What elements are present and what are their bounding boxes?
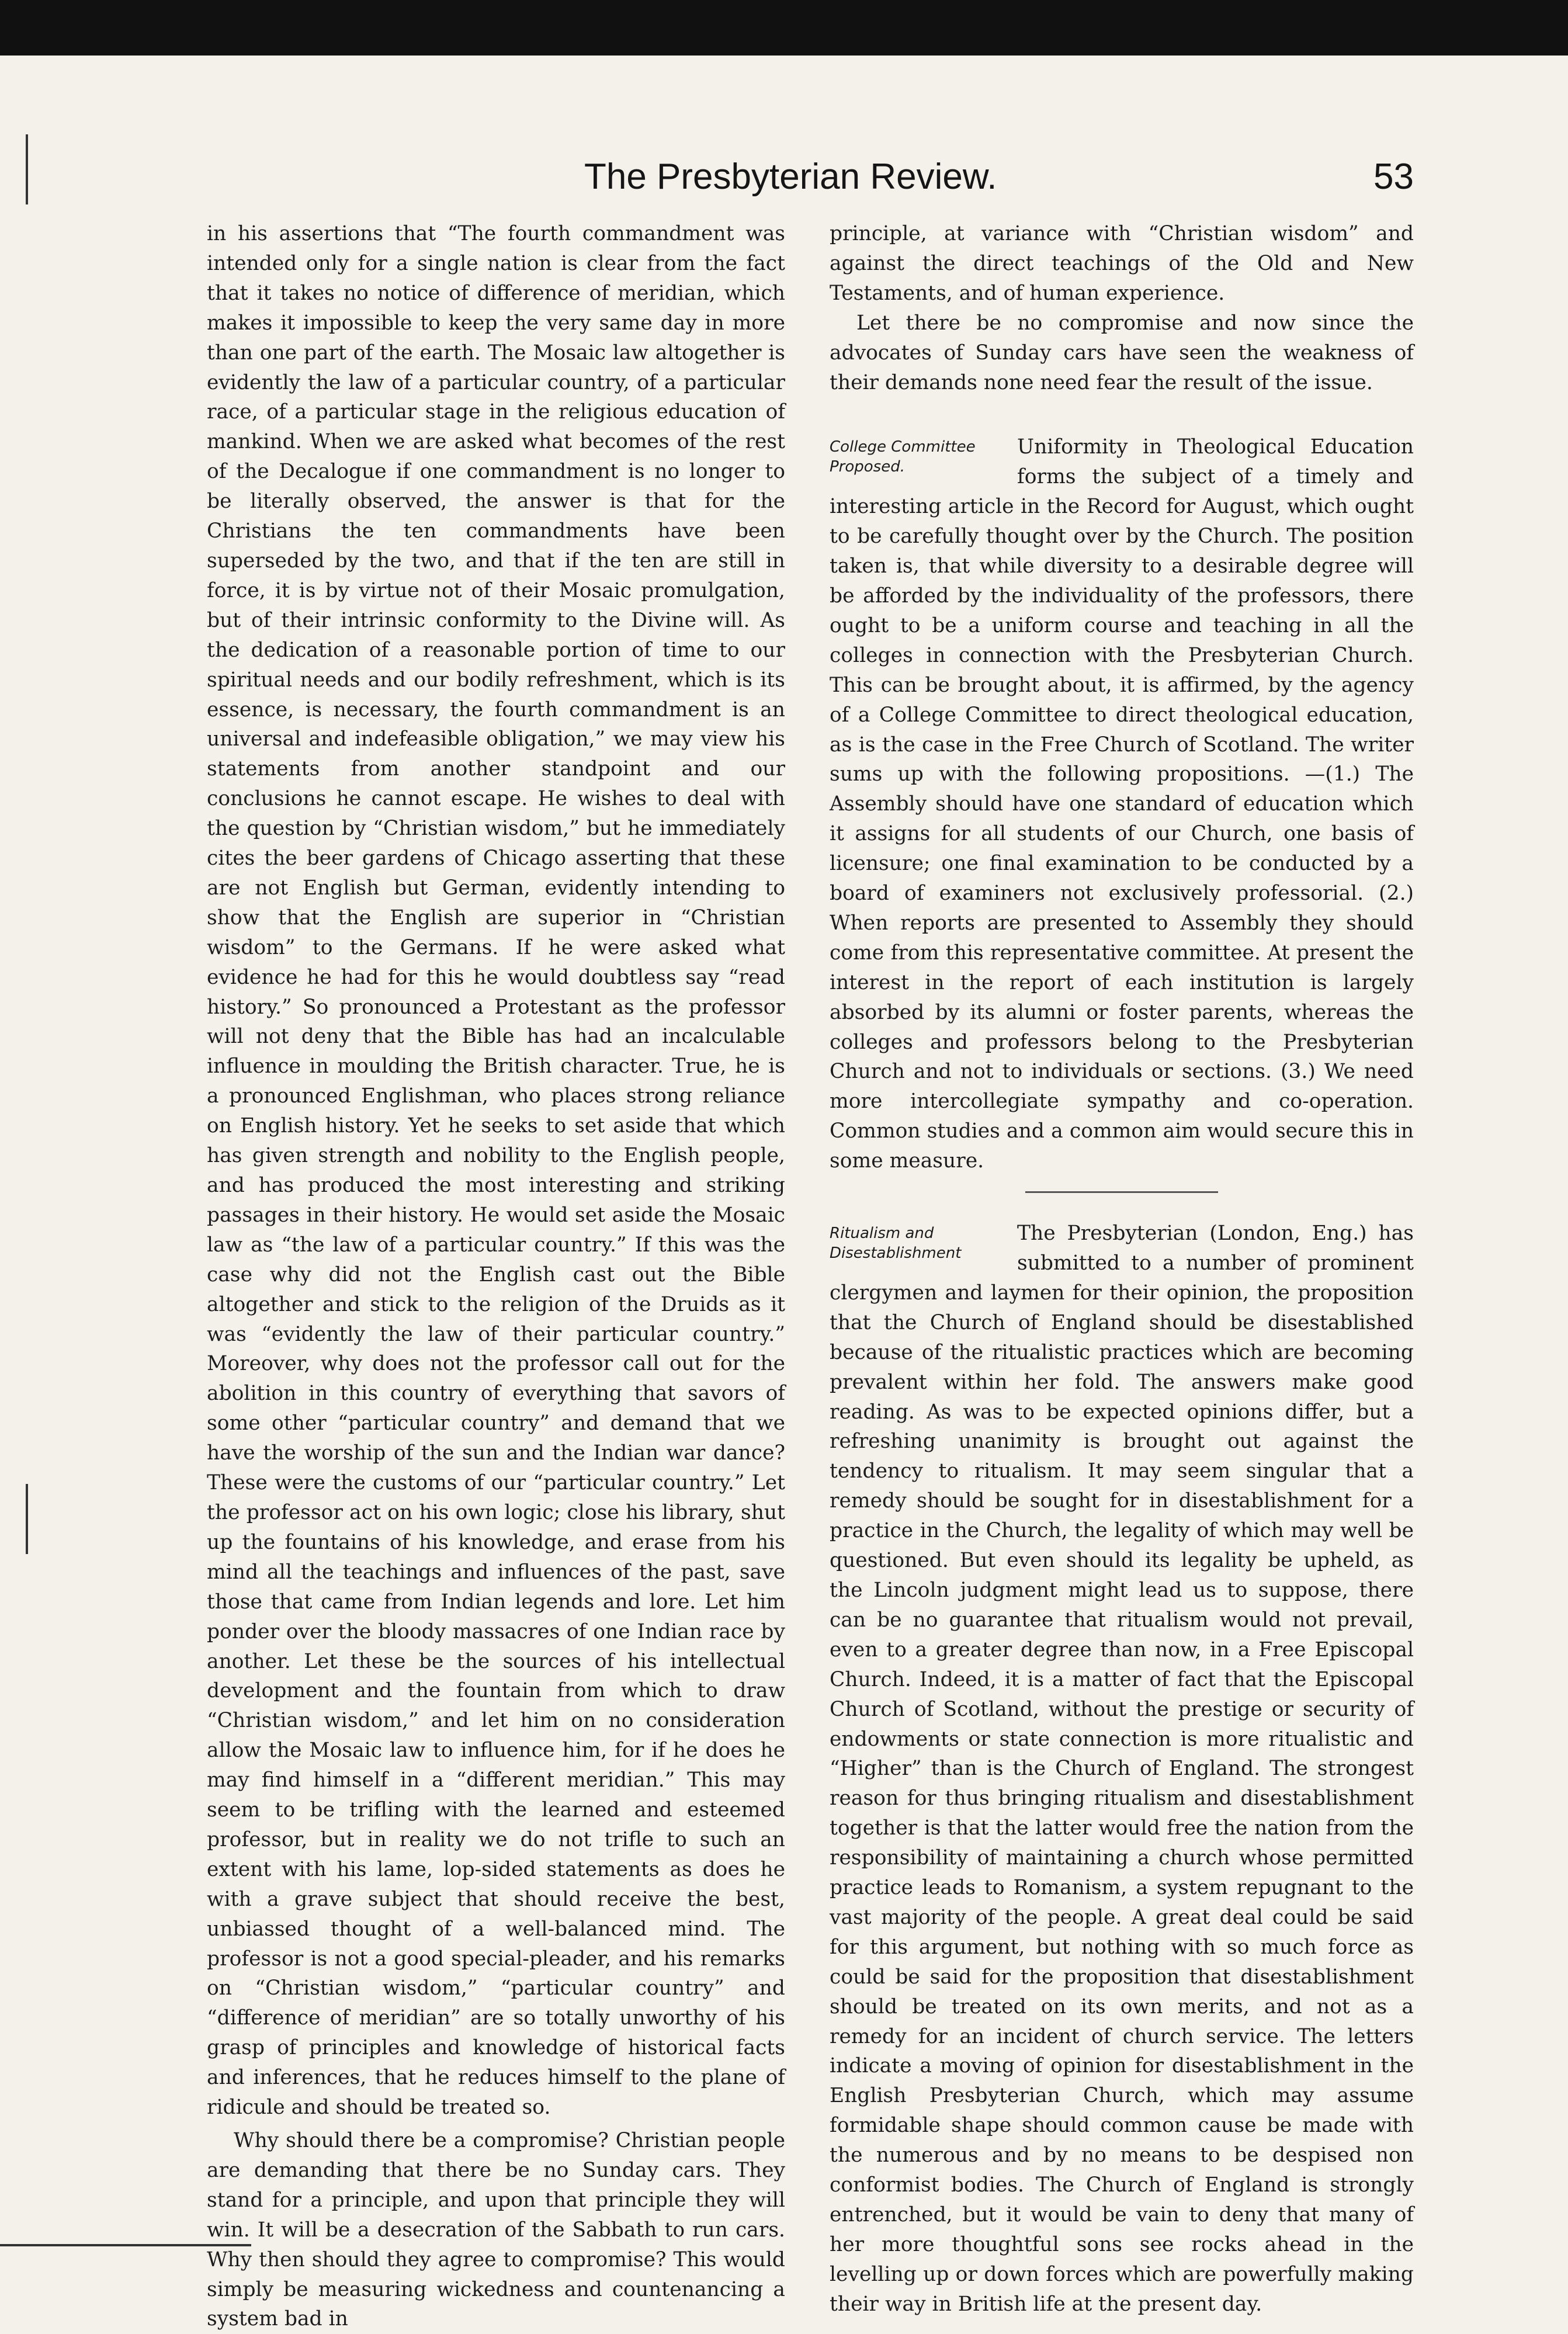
scan-bottom-rule: [0, 2244, 251, 2246]
margin-scan-mark: [26, 134, 28, 204]
body-paragraph: Why should there be a compromise? Christian people are demanding that there be no Sunday cars. They stand for a principle, and upon that principle they will win. It will be a desecration of the Sabbath to run cars. Why then should they agree to compromise? This would simply be measuring wickedness and countenancing a system bad in: [207, 2129, 785, 2331]
article-college-committee: [830, 432, 1414, 1176]
body-paragraph: in his assertions that “The fourth commandment was intended only for a single nation is clear from the fact that it takes no notice of difference of meridian, which makes it impossible to keep the very same day in more than one part of the earth. The Mosaic law altogether is evidently the law of a particular country, of a particular race, of a particular stage in the religious education of mankind. When we are asked what becomes of the rest of the Decalogue if one commandment is no longer to be literally observed, the answer is that for the Christians the ten commandments have been superseded by the two, and that if the ten are still in force, it is by virtue not of their Mosaic promulgation, but of their intrinsic conformity to the Divine will. As the dedication of a reasonable portion of time to our spiritual needs and our bodily refreshment, which is its essence, is necessary, the fourth commandment is an universal and indefeasible obligation,” we may view his statements from another standpoint and our conclusions he cannot escape. He wishes to deal with the question by “Christian wisdom,” but he immediately cites the beer gardens of Chicago asserting that these are not English but German, evidently intending to show that the English are superior in “Christian wisdom” to the Germans. If he were asked what evidence he had for this he would doubtless say “read history.” So pronounced a Protestant as the professor will not deny that the Bible has had an incalculable influence in moulding the British character. True, he is a pronounced Englishman, who places strong reliance on English history. Yet he seeks to set aside that which has given strength and nobility to the English people, and has produced the most interesting and striking passages in their history. He would set aside the Mosaic law as “the law of a particular country.” If this was the case why did not the English cast out the Bible altogether and stick to the religion of the Druids as it was “evidently the law of their particular country.” Moreover, why does not the professor call out for the abolition in this country of everything that savors of some other “particular country” and demand that we have the worship of the sun and the Indian war dance? These were the customs of our “particular country.” Let the professor act on his own logic; close his library, shut up the fountains of his knowledge, and erase from his mind all the teachings and influences of the past, save those that came from Indian legends and lore. Let him ponder over the bloody massacres of one Indian race by another. Let these be the sources of his intellectual development and the fountain from which to draw “Christian wisdom,” and let him on no consideration allow the Mosaic law to influence him, for if he does he may find himself in a “different meridian.” This may seem to be trifling with the learned and esteemed professor, but in reality we do not trifle to such an extent with his lame, lop-sided statements as does he with a grave subject that should receive the best, unbiassed thought of a well-balanced mind. The professor is not a good special-pleader, and his remarks on “Christian wisdom,” “particular country” and “difference of meridian” are so totally unworthy of his grasp of principles and knowledge of historical facts and inferences, that he reduces himself to the plane of ridicule and should be treated so.: [207, 222, 785, 2120]
article-text: The Presbyterian (London, Eng.) has submitted to a number of prominent clergymen and laymen for their opinion, the proposition that the Church of England should be disestablished because of the ritualistic practices which are becoming prevalent within her fold. The answers make good reading. As was to be expected opinions differ, but a refreshing unanimity is brought out against the tendency to ritualism. It may seem singular that a remedy should be sought for in disestablishment for a practice in the Church, the legality of which may well be questioned. But even should its legality be upheld, as the Lincoln judgment might lead us to suppose, there can be no guarantee that ritualism would not prevail, even to a greater degree than now, in a Free Episcopal Church. Indeed, it is a matter of fact that the Episcopal Church of Scotland, without the prestige or security of endowments or state connection is more ritualistic and “Higher” than is the Church of England. The strongest reason for thus bringing ritualism and disestablishment together is that the latter would free the nation from the responsibility of maintaining a church whose permitted practice leads to Romanism, a system repugnant to the vast majority of the people. A great deal could be said for this argument, but nothing with so much force as could be said for the proposition that disestablishment should be treated on its own merits, and not as a remedy for an incident of church service. The letters indicate a moving of opinion for disestablishment in the English Presbyterian Church, which may assume formidable shape should common cause be made with the numerous and by no means to be despised non conformist bodies. The Church of England is strongly entrenched, but it would be vain to deny that many of her more thoughtful sons see rocks ahead in the levelling up or down forces which are powerfully making their way in British life at the present day.: [830, 1222, 1414, 2316]
body-paragraph: principle, at variance with “Christian wisdom” and against the direct teachings of the Old and New Testaments, and of human experience.: [830, 222, 1414, 305]
article-text: Uniformity in Theological Education forms the subject of a timely and interesting article in the Record for August, which ought to be carefully thought over by the Church. The position taken is, that while diversity to a desirable degree will be afforded by the individuality of the professors, there ought to be a uniform course and teaching in all the colleges in connection with the Presbyterian Church. This can be brought about, it is affirmed, by the agency of a College Committee to direct theological education, as is the case in the Free Church of Scotland. The writer sums up with the following propositions. —(1.) The Assembly should have one standard of education which it assigns for all students of our Church, one basis of licensure; one final examination to be conducted by a board of examiners not exclusively professorial. (2.) When reports are presented to Assembly they should come from this representative committee. At present the interest in the report of each institution is largely absorbed by its alumni or foster parents, whereas the colleges and professors belong to the Presbyterian Church and not to individuals or sections. (3.) We need more intercollegiate sympathy and co-operation. Common studies and a common aim would secure this in some measure.: [830, 435, 1414, 1173]
article-ritualism: [830, 1219, 1414, 2319]
sidenote-heading: College Committee Proposed.: [830, 438, 976, 476]
right-column: [830, 219, 1414, 2319]
section-divider: [1025, 1191, 1218, 1193]
scan-top-border: [0, 0, 1568, 56]
left-column: [207, 219, 785, 2334]
page-number: 53: [1373, 156, 1414, 197]
page-header: [584, 153, 1414, 200]
journal-title: The Presbyterian Review.: [584, 156, 997, 197]
margin-scan-mark: [26, 1484, 28, 1554]
sidenote-heading: Ritualism and Disestablishment: [830, 1225, 962, 1263]
body-paragraph: Let there be no compromise and now since the advocates of Sunday cars have seen the weakness of their demands none need fear the result of the issue.: [830, 311, 1414, 394]
